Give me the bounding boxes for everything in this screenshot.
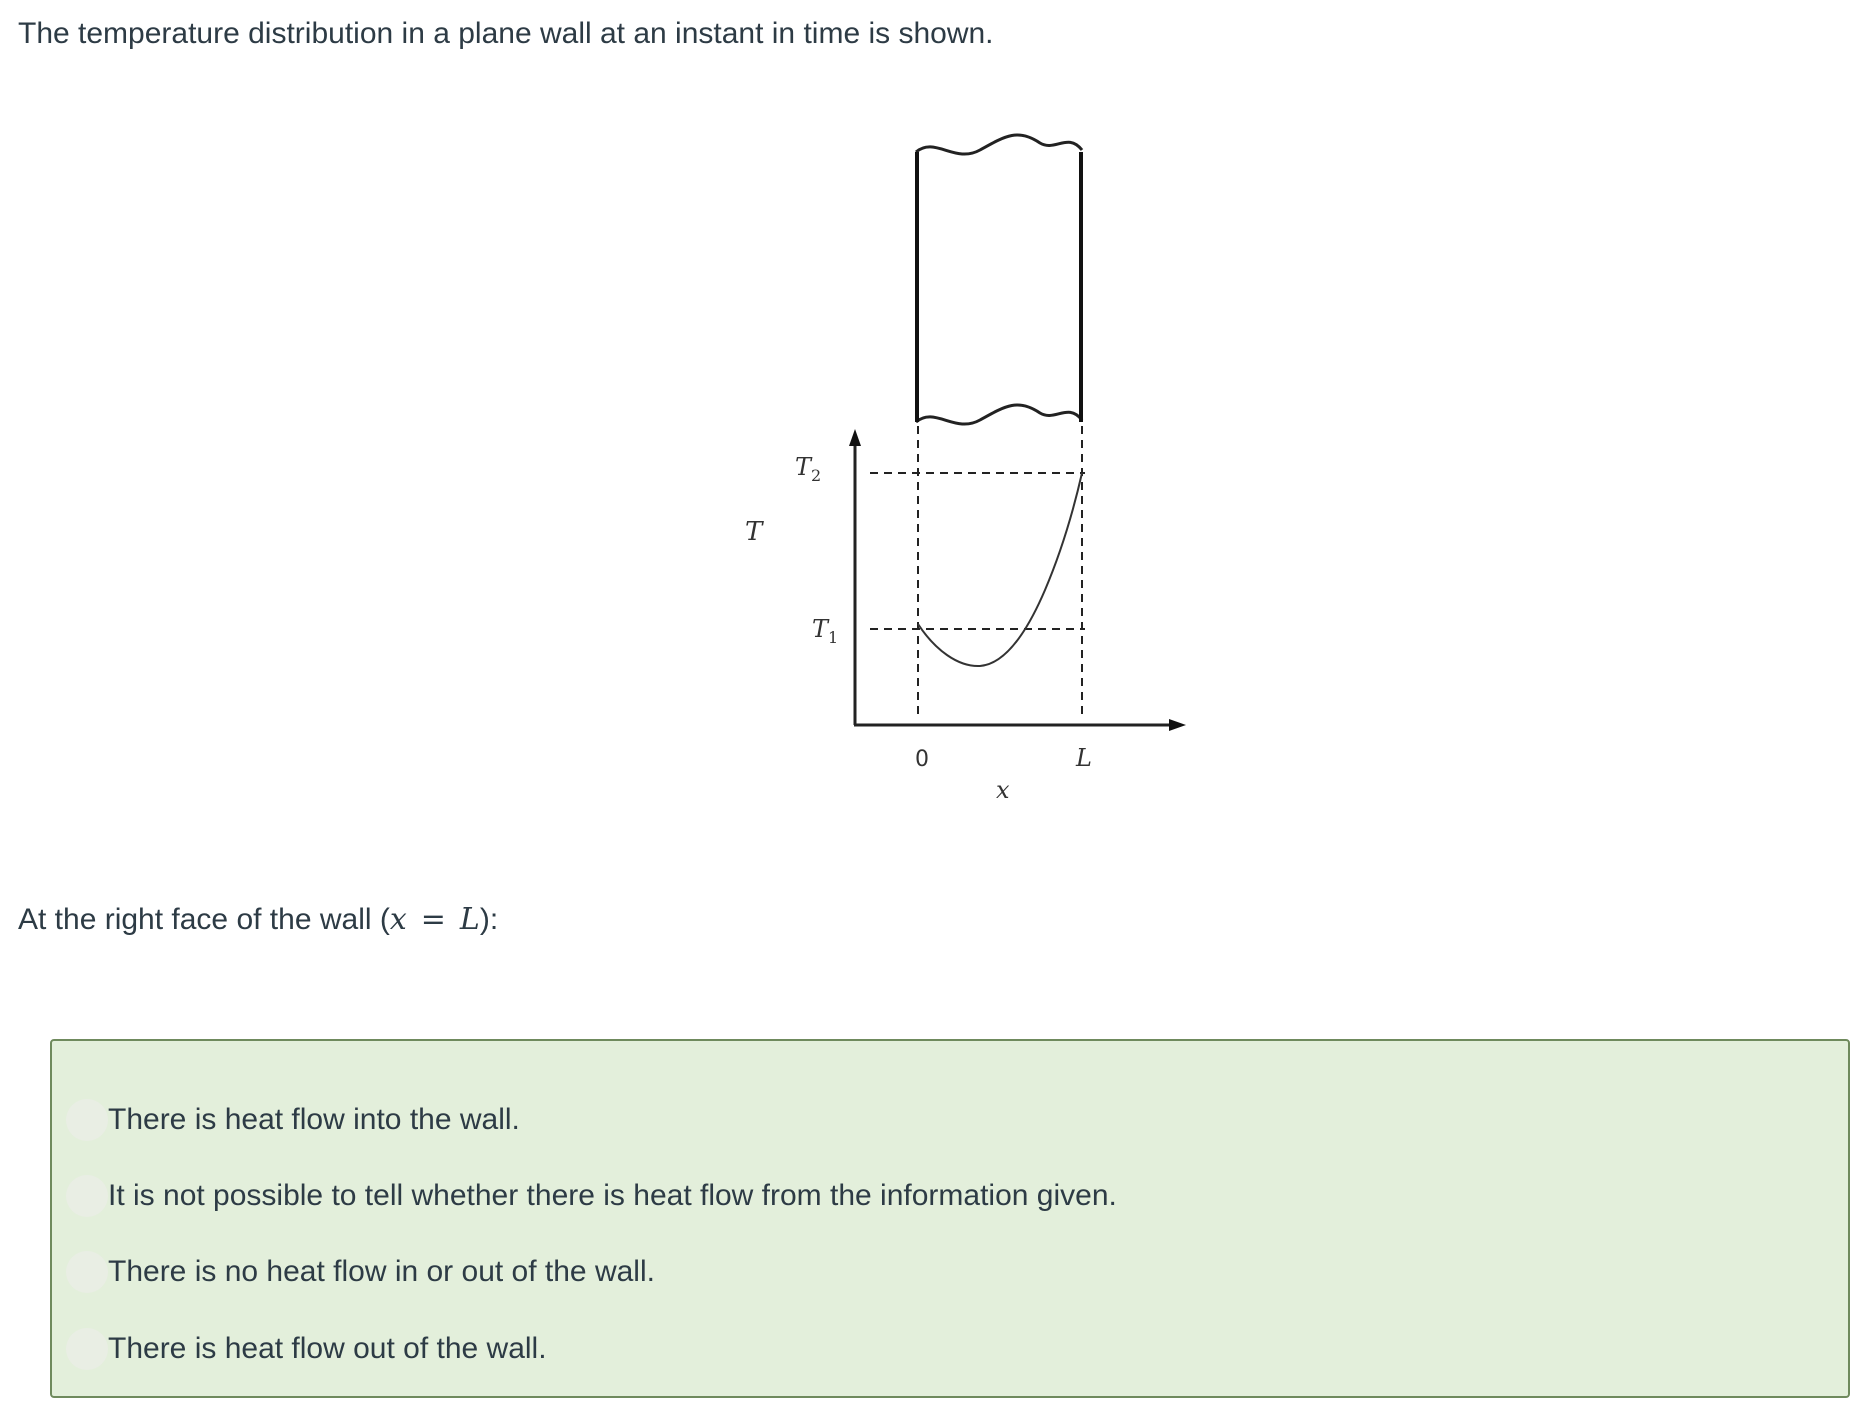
answer-option[interactable] [66, 1244, 655, 1300]
answer-option[interactable] [66, 1321, 547, 1377]
radio-button[interactable] [66, 1251, 108, 1293]
x-axis-label: x [996, 776, 1010, 804]
radio-button[interactable] [66, 1099, 108, 1141]
y-axis-arrowhead [849, 429, 861, 446]
temperature-curve [918, 473, 1082, 666]
answer-option[interactable] [66, 1168, 1117, 1224]
question-intro: The temperature distribution in a plane wall at an instant in time is shown. [18, 17, 994, 50]
answer-label: It is not possible to tell whether there is heat flow from the information given. [108, 1179, 1117, 1212]
t2-label: $T_2$ [795, 453, 822, 485]
answer-label: There is heat flow into the wall. [108, 1103, 520, 1136]
x-axis-arrowhead [1169, 719, 1186, 731]
answer-choices [50, 1039, 1850, 1398]
answer-label: There is no heat flow in or out of the wall. [108, 1255, 655, 1288]
radio-button[interactable] [66, 1175, 108, 1217]
prompt-suffix: ): [479, 903, 499, 936]
prompt-variable: x [389, 902, 407, 937]
prompt-value: L [459, 902, 480, 937]
radio-button[interactable] [66, 1328, 108, 1370]
answer-option[interactable] [66, 1092, 520, 1148]
wall-top-break-line [916, 135, 1082, 154]
question-prompt [18, 900, 498, 940]
prompt-prefix: At the right face of the wall ( [18, 903, 390, 936]
t1-label: $T_1$ [812, 615, 839, 647]
x-tick-0-label: 0 [915, 747, 929, 772]
prompt-operator: = [420, 902, 446, 937]
answer-label: There is heat flow out of the wall. [108, 1332, 547, 1365]
y-axis-label: T [745, 517, 763, 547]
x-tick-L-label: L [1076, 744, 1092, 772]
wall-bottom-break-line [916, 405, 1082, 424]
